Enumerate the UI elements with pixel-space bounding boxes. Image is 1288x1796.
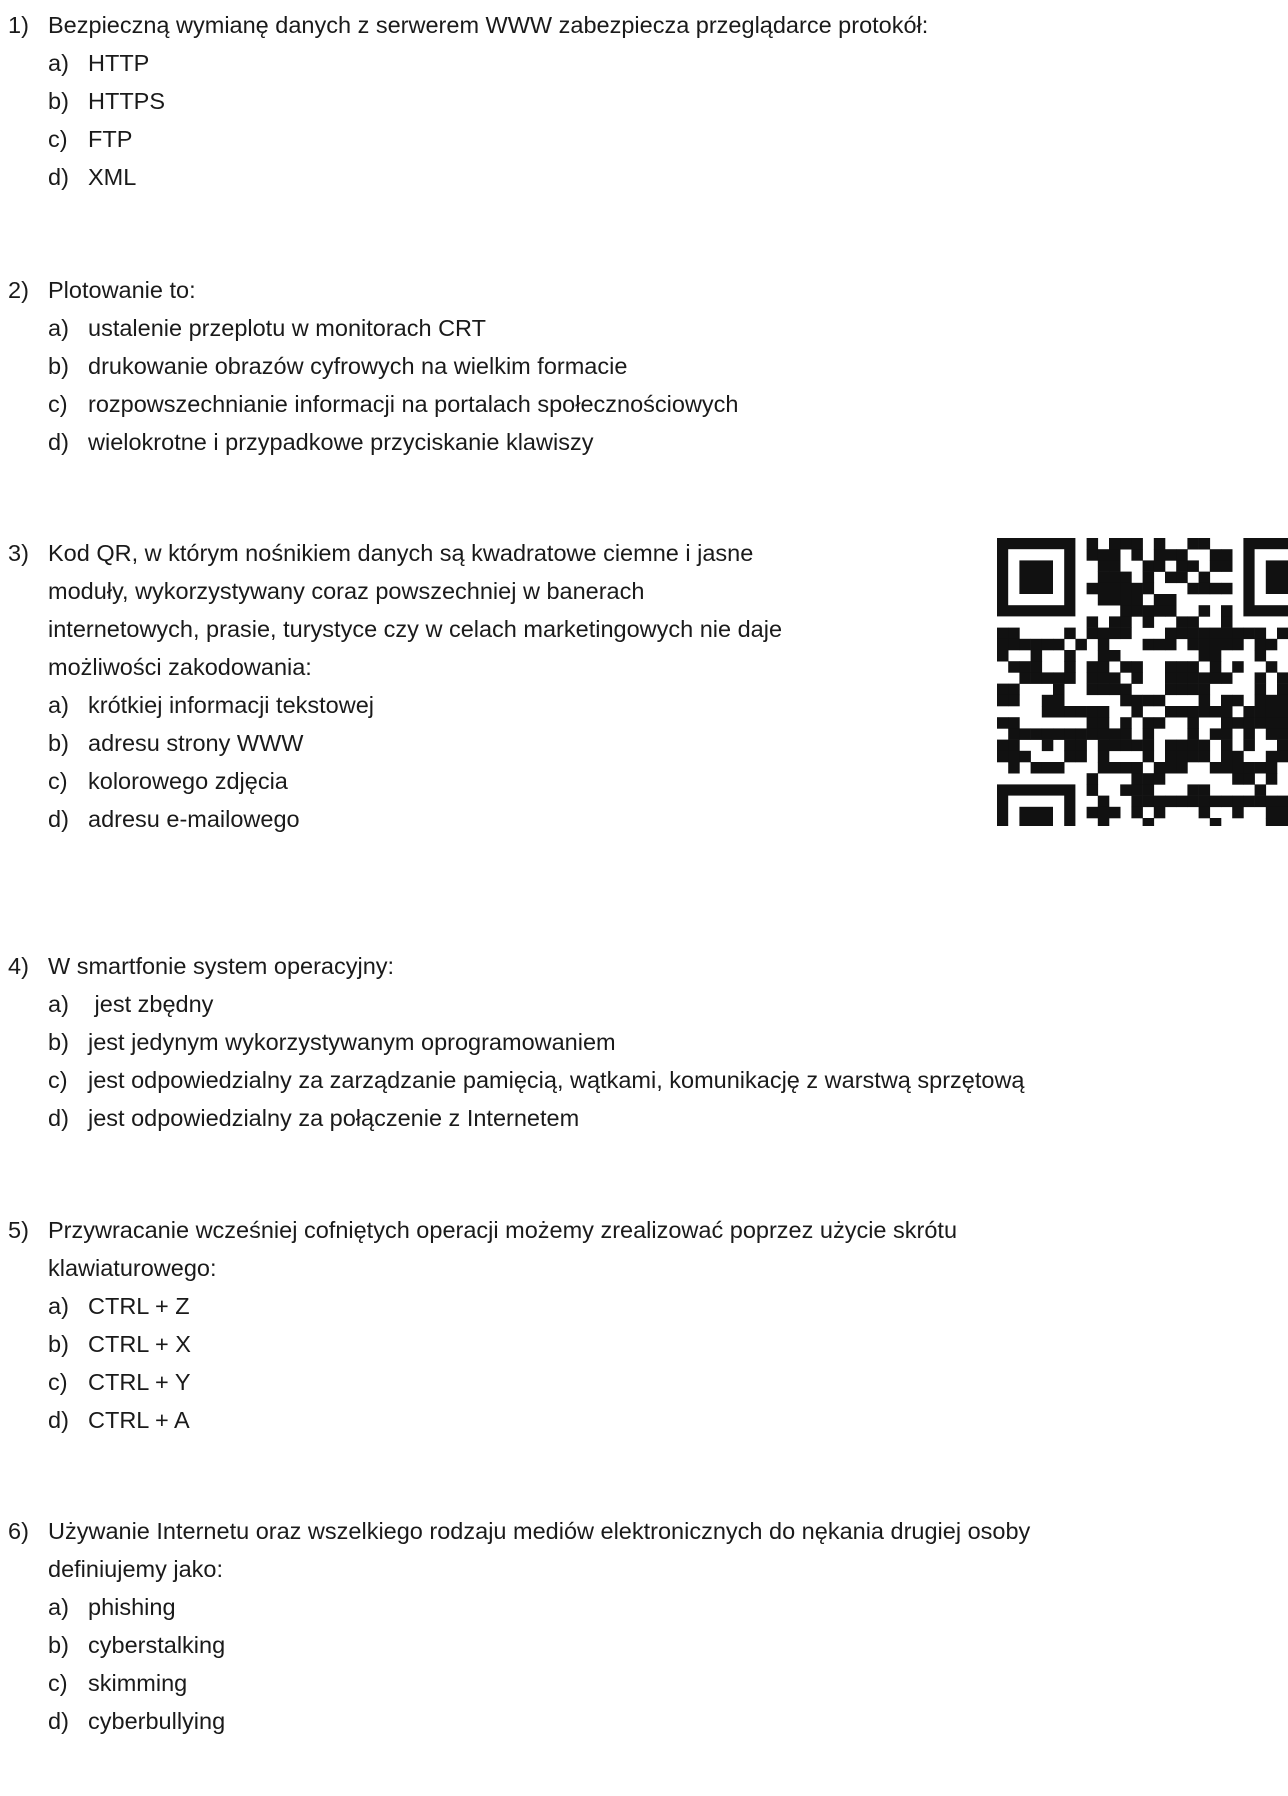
option-text: CTRL + A (88, 1407, 190, 1433)
option-letter: d) (48, 1407, 69, 1433)
option-b (48, 1325, 1278, 1363)
question-4 (8, 947, 1278, 1137)
option-c (48, 385, 1278, 423)
option-letter: b) (48, 730, 69, 756)
option-letter: d) (48, 806, 69, 832)
option-letter: a) (48, 1293, 69, 1319)
question-text-line: moduły, wykorzystywany coraz powszechniej w banerach (48, 578, 645, 604)
question-stem (8, 1211, 1278, 1287)
question-text-line: W smartfonie system operacyjny: (48, 953, 395, 979)
option-a (48, 1287, 1278, 1325)
options-list (48, 1588, 1278, 1740)
option-c (48, 120, 1278, 158)
option-text: CTRL + Y (88, 1369, 191, 1395)
option-d (48, 1401, 1278, 1439)
question-text-line: definiujemy jako: (48, 1556, 224, 1582)
option-text: drukowanie obrazów cyfrowych na wielkim formacie (88, 353, 628, 379)
option-text: skimming (88, 1670, 188, 1696)
option-a (48, 1588, 1278, 1626)
question-text-line: internetowych, prasie, turystyce czy w celach marketingowych nie daje (48, 616, 783, 642)
option-letter: c) (48, 391, 68, 417)
option-letter: b) (48, 1029, 69, 1055)
option-letter: b) (48, 88, 69, 114)
question-stem (8, 271, 1278, 309)
option-letter: c) (48, 1670, 68, 1696)
option-text: XML (88, 164, 137, 190)
option-letter: c) (48, 1369, 68, 1395)
option-text: FTP (88, 126, 133, 152)
question-stem (8, 947, 1278, 985)
question-text-line: Kod QR, w którym nośnikiem danych są kwadratowe ciemne i jasne (48, 540, 754, 566)
question-number: 5) (8, 1217, 29, 1243)
option-b (48, 1023, 1278, 1061)
question-text-line: Używanie Internetu oraz wszelkiego rodzaju mediów elektronicznych do nękania drugiej osoby (48, 1518, 1031, 1544)
qr-code-image (995, 538, 1288, 826)
option-a (48, 309, 1278, 347)
options-list (48, 309, 1278, 461)
option-d (48, 1099, 1278, 1137)
question-1 (8, 6, 1278, 196)
option-d (48, 158, 1278, 196)
question-5 (8, 1211, 1278, 1439)
option-d (48, 1702, 1278, 1740)
question-number: 6) (8, 1518, 29, 1544)
option-text: cyberstalking (88, 1632, 226, 1658)
option-a (48, 985, 1278, 1023)
question-text-line: możliwości zakodowania: (48, 654, 312, 680)
question-text-line: klawiaturowego: (48, 1255, 217, 1281)
question-number: 1) (8, 12, 29, 38)
option-letter: c) (48, 768, 68, 794)
option-text: ustalenie przeplotu w monitorach CRT (88, 315, 486, 341)
option-text: kolorowego zdjęcia (88, 768, 288, 794)
question-stem (8, 1512, 1278, 1588)
option-text: CTRL + X (88, 1331, 191, 1357)
option-a (48, 44, 1278, 82)
option-letter: d) (48, 164, 69, 190)
option-text: HTTPS (88, 88, 166, 114)
option-c (48, 1664, 1278, 1702)
option-letter: a) (48, 315, 69, 341)
option-text: cyberbullying (88, 1708, 226, 1734)
option-text: adresu e-mailowego (88, 806, 300, 832)
option-b (48, 1626, 1278, 1664)
question-2 (8, 271, 1278, 461)
option-text: adresu strony WWW (88, 730, 304, 756)
question-number: 4) (8, 953, 29, 979)
option-letter: b) (48, 353, 69, 379)
option-d (48, 423, 1278, 461)
question-text-line: Plotowanie to: (48, 277, 196, 303)
option-letter: c) (48, 126, 68, 152)
option-text: jest zbędny (88, 991, 214, 1017)
option-c (48, 1061, 1278, 1099)
question-text-line: Bezpieczną wymianę danych z serwerem WWW zabezpiecza przeglądarce protokół: (48, 12, 929, 38)
question-number: 3) (8, 540, 29, 566)
option-b (48, 347, 1278, 385)
option-letter: c) (48, 1067, 68, 1093)
option-text: HTTP (88, 50, 150, 76)
question-6 (8, 1512, 1278, 1740)
option-text: jest odpowiedzialny za zarządzanie pamięcią, wątkami, komunikację z warstwą sprzętową (88, 1067, 1025, 1093)
option-b (48, 82, 1278, 120)
option-text: wielokrotne i przypadkowe przyciskanie klawiszy (88, 429, 594, 455)
qr-code-icon (995, 538, 1288, 826)
option-text: jest jedynym wykorzystywanym oprogramowaniem (88, 1029, 616, 1055)
option-text: jest odpowiedzialny za połączenie z Internetem (88, 1105, 580, 1131)
option-letter: d) (48, 1105, 69, 1131)
option-letter: a) (48, 1594, 69, 1620)
option-letter: a) (48, 50, 69, 76)
option-letter: d) (48, 429, 69, 455)
question-stem (8, 6, 1278, 44)
option-c (48, 1363, 1278, 1401)
options-list (48, 1287, 1278, 1439)
option-letter: a) (48, 991, 69, 1017)
option-letter: b) (48, 1331, 69, 1357)
option-text: phishing (88, 1594, 176, 1620)
option-letter: d) (48, 1708, 69, 1734)
options-list (48, 985, 1278, 1137)
options-list (48, 44, 1278, 196)
option-letter: b) (48, 1632, 69, 1658)
option-text: krótkiej informacji tekstowej (88, 692, 375, 718)
option-text: CTRL + Z (88, 1293, 190, 1319)
question-number: 2) (8, 277, 29, 303)
option-text: rozpowszechnianie informacji na portalach społecznościowych (88, 391, 739, 417)
option-letter: a) (48, 692, 69, 718)
question-text-line: Przywracanie wcześniej cofniętych operacji możemy zrealizować poprzez użycie skrótu (48, 1217, 958, 1243)
